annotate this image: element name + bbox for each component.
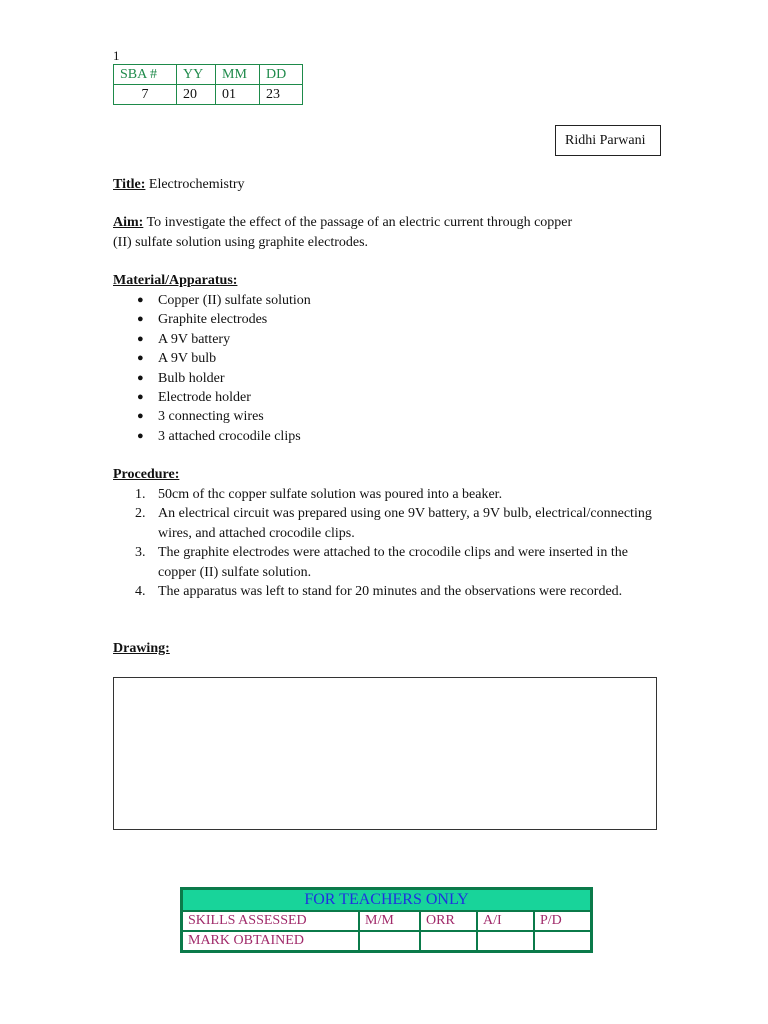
step-number: 1.	[135, 487, 146, 502]
sba-value-cell: 20	[177, 85, 216, 105]
bullet-icon: ●	[137, 352, 144, 365]
list-item: ● Graphite electrodes	[113, 310, 311, 329]
bullet-icon: ●	[137, 390, 144, 403]
mark-label: MARK OBTAINED	[182, 931, 360, 952]
mark-cell	[534, 931, 592, 952]
bullet-icon: ●	[137, 313, 144, 326]
procedure-heading	[113, 465, 653, 485]
procedure-label: Procedure:	[113, 467, 180, 482]
drawing-box	[113, 677, 657, 830]
bullet-icon: ●	[137, 371, 144, 384]
aim-text-line2: (II) sulfate solution using graphite electrodes.	[113, 235, 369, 250]
aim-text-line1: To investigate the effect of the passage of an electric current through copper	[146, 215, 573, 230]
sba-value-row	[114, 85, 303, 105]
sba-header-cell: SBA #	[114, 65, 177, 85]
bullet-icon: ●	[137, 294, 144, 306]
sba-header-row	[114, 65, 303, 85]
list-item: ● A 9V battery	[113, 330, 311, 349]
procedure-step: 2. An electrical circuit was prepared using one 9V battery, a 9V bulb, electrical/connecting wires, and attached crocodile clips.	[135, 506, 652, 541]
skills-cell: M/M	[359, 911, 420, 931]
teachers-title: FOR TEACHERS ONLY	[182, 889, 592, 912]
materials-list	[113, 291, 311, 446]
title-value: Electrochemistry	[148, 177, 245, 192]
sba-value-cell: 01	[216, 85, 260, 105]
title-label: Title:	[113, 177, 146, 192]
sba-header-cell: MM	[216, 65, 260, 85]
list-item: ● Copper (II) sulfate solution	[113, 291, 311, 310]
drawing-label: Drawing:	[113, 641, 170, 656]
skills-label: SKILLS ASSESSED	[182, 911, 360, 931]
drawing-heading	[113, 639, 653, 659]
list-item: ● Bulb holder	[113, 369, 311, 388]
teachers-title-row	[182, 889, 592, 912]
materials-heading	[113, 271, 653, 291]
list-item: ● 3 connecting wires	[113, 407, 311, 426]
procedure-step: 3. The graphite electrodes were attached to the crocodile clips and were inserted in the copper (II) sulfate solution.	[135, 545, 628, 580]
sba-header-cell: DD	[260, 65, 303, 85]
procedure-step: 1. 50cm of thc copper sulfate solution was poured into a beaker.	[113, 485, 653, 504]
skills-cell: ORR	[420, 911, 477, 931]
skills-cell: P/D	[534, 911, 592, 931]
aim-paragraph	[113, 213, 653, 253]
sba-value-cell: 7	[114, 85, 177, 105]
sba-table	[113, 64, 303, 105]
student-name-box: Ridhi Parwani	[555, 125, 661, 156]
skills-row	[182, 911, 592, 931]
procedure-list	[113, 485, 653, 601]
title-line	[113, 175, 653, 195]
step-number: 4.	[135, 584, 146, 600]
sba-value-cell: 23	[260, 85, 303, 105]
bullet-icon: ●	[137, 332, 144, 345]
aim-label: Aim:	[113, 215, 144, 230]
mark-cell	[420, 931, 477, 952]
step-number: 2.	[135, 506, 146, 522]
procedure-step: 4. The apparatus was left to stand for 20 minutes and the observations were recorded.	[113, 582, 653, 601]
step-number: 3.	[135, 545, 146, 561]
mark-cell	[477, 931, 534, 952]
list-item: ● 3 attached crocodile clips	[113, 427, 311, 446]
skills-cell: A/I	[477, 911, 534, 931]
bullet-icon: ●	[137, 429, 144, 442]
mark-cell	[359, 931, 420, 952]
list-item: ● A 9V bulb	[113, 349, 311, 368]
sba-header-cell: YY	[177, 65, 216, 85]
teachers-table	[180, 887, 593, 953]
page-number: 1	[113, 48, 120, 63]
mark-row	[182, 931, 592, 952]
materials-label: Material/Apparatus:	[113, 273, 238, 288]
list-item: ● Electrode holder	[113, 388, 311, 407]
bullet-icon: ●	[137, 410, 144, 423]
